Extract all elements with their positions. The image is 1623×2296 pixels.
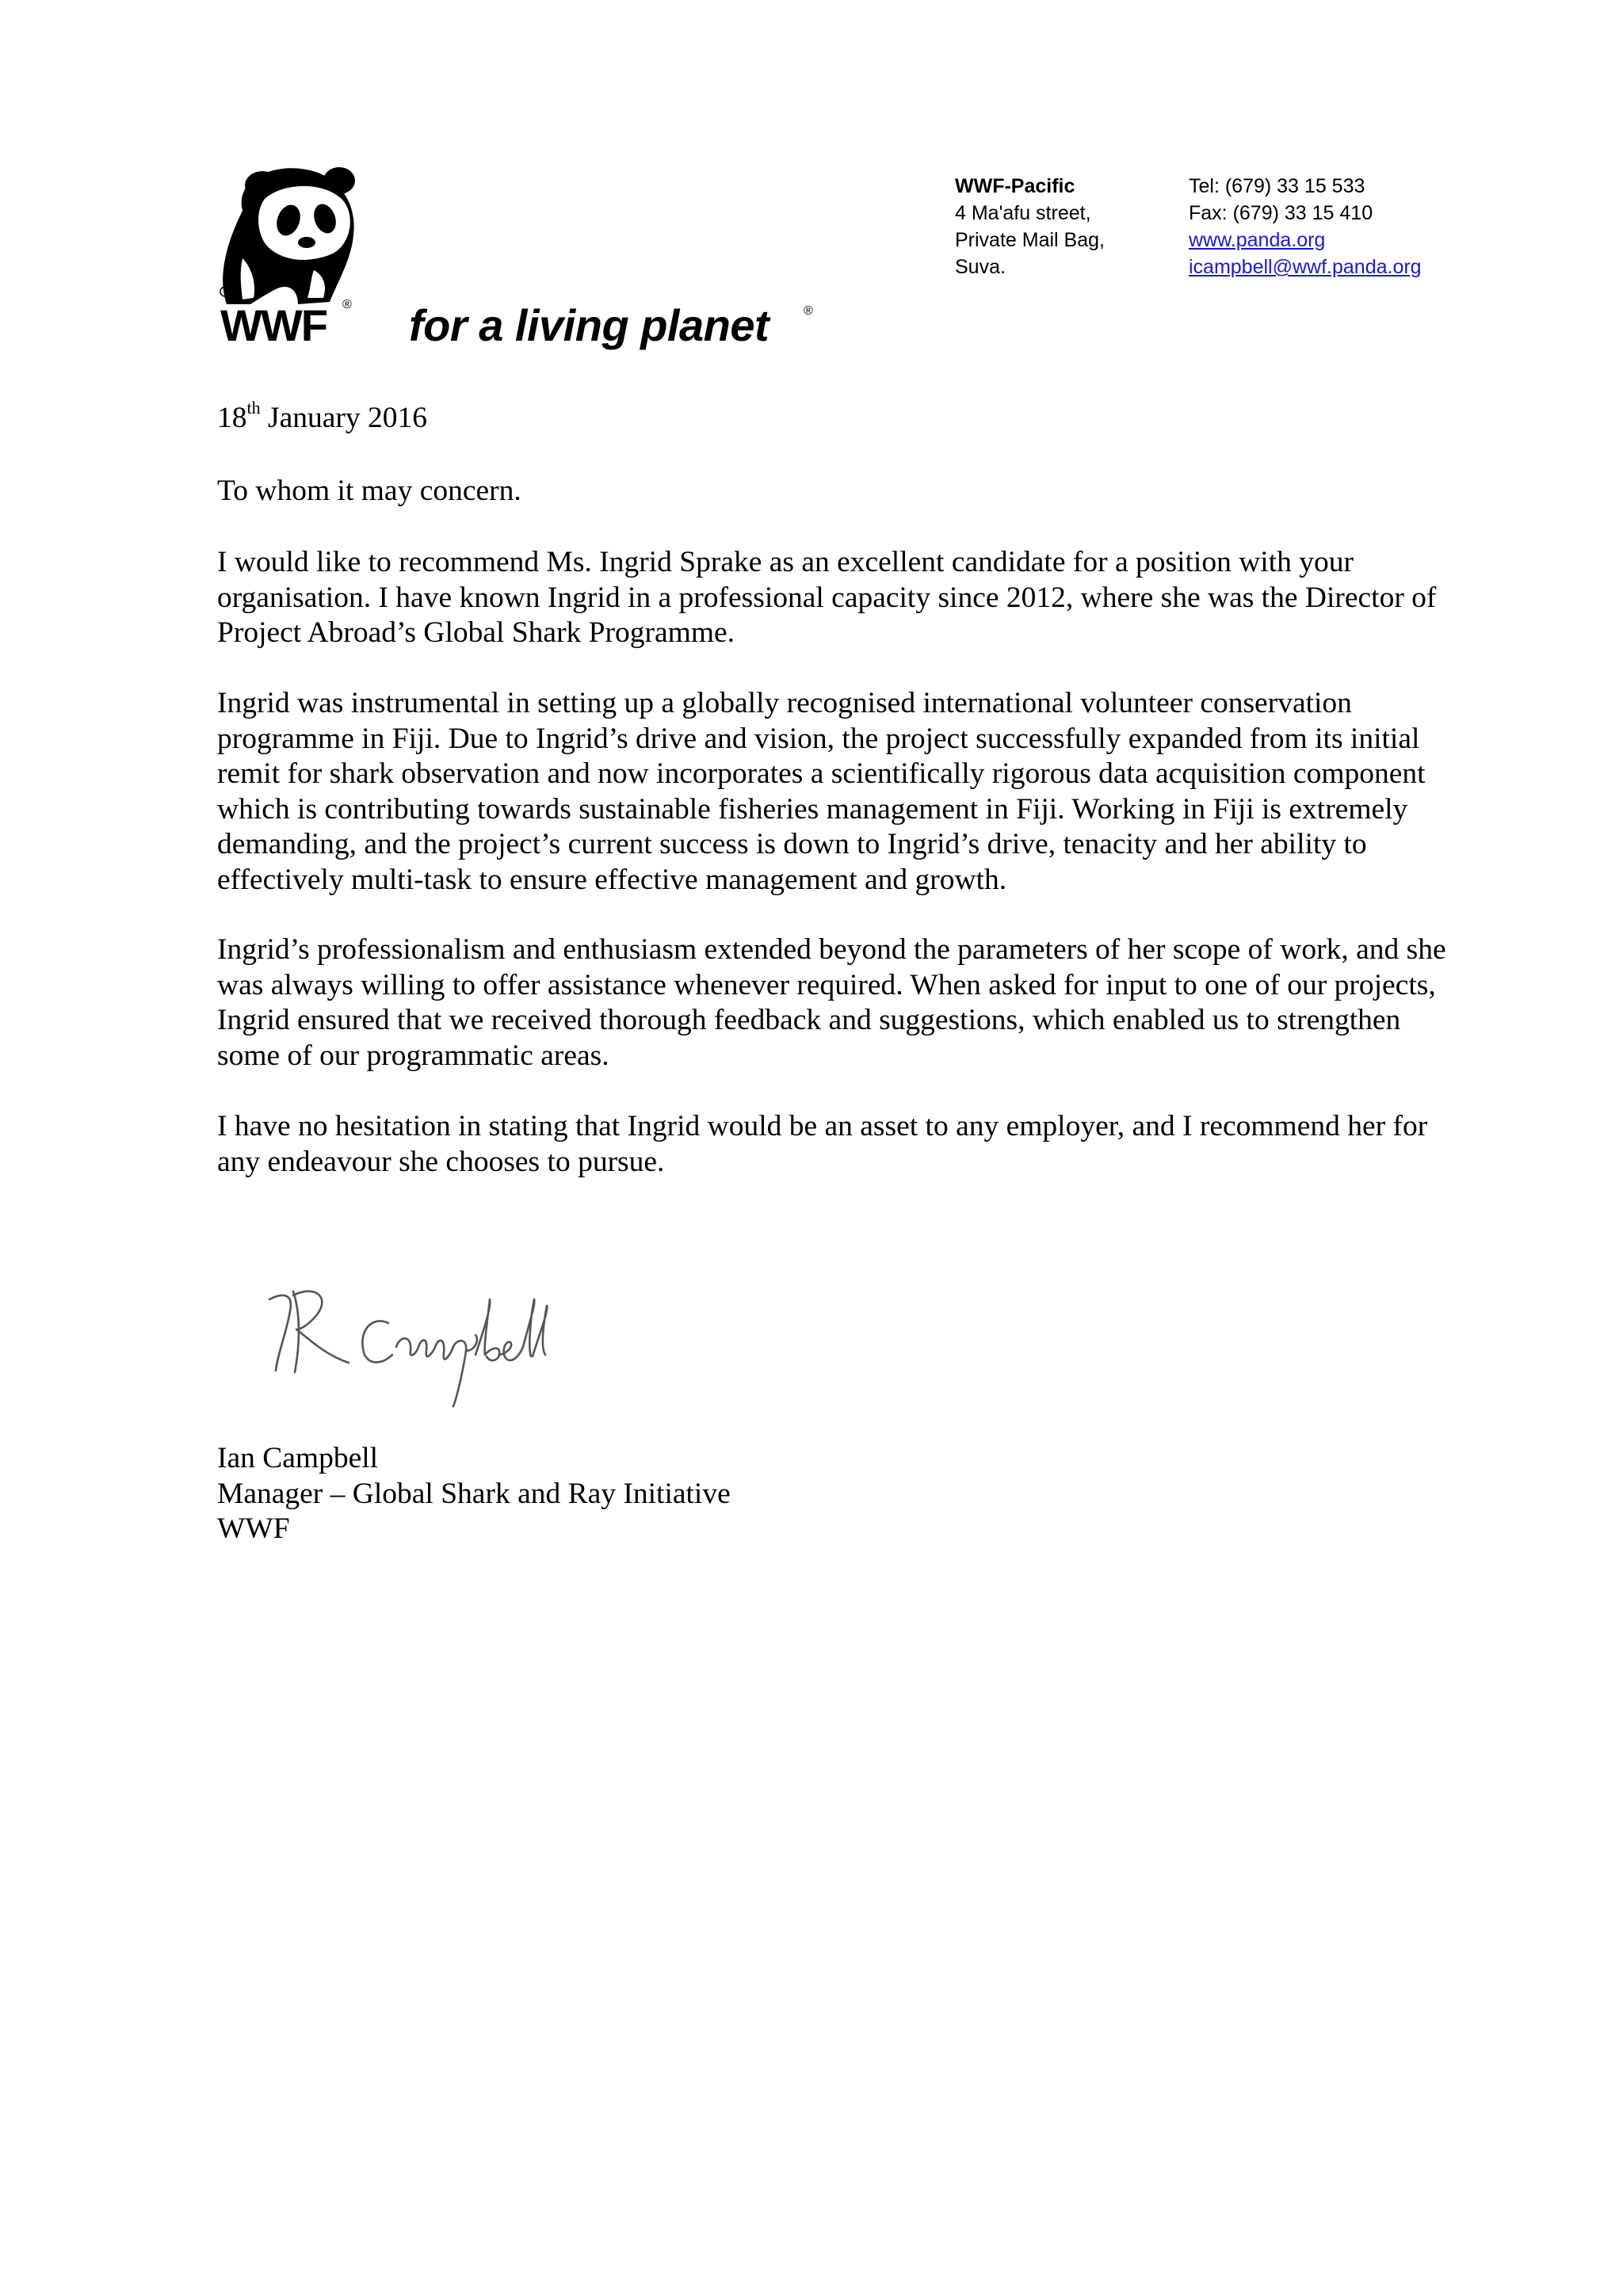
signatory-name: Ian Campbell: [217, 1442, 379, 1474]
address-line: Suva.: [955, 256, 1006, 278]
paragraph: [217, 545, 1469, 651]
paragraph-text: Ingrid’s professionalism and enthusiasm extended beyond the parameters of her scope of work, and she was always willing to offer assistance whenever required. When asked for input to one of our projects, Ingrid ensured that we received thorough feedback and suggestions, which enabled us to strengthen some of our programmatic areas.: [217, 933, 1446, 1072]
address-line: 4 Ma'afu street,: [955, 202, 1091, 224]
paragraph-text: I would like to recommend Ms. Ingrid Sprake as an excellent candidate for a position with your organisation. I have known Ingrid in a professional capacity since 2012, where she was the Director of Project Abroad’s Global Shark Programme.: [217, 546, 1437, 649]
paragraph-text: Ingrid was instrumental in setting up a globally recognised international volunteer conservation programme in Fiji. Due to Ingrid’s drive and vision, the project successfully expanded from its initial remit for shark observation and now incorporates a scientifically rigorous data acquisition component which is contributing towards sustainable fisheries management in Fiji. Working in Fiji is extremely demanding, and the project’s current success is down to Ingrid’s drive, tenacity and her ability to effectively multi-task to ensure effective management and growth.: [217, 687, 1426, 896]
paragraph: [217, 933, 1469, 1074]
handwritten-signature: [238, 1236, 602, 1410]
paragraph-text: I have no hesitation in stating that Ingrid would be an asset to any employer, and I recommend her for any endeavour she chooses to pursue.: [217, 1110, 1428, 1178]
signoff-block: [217, 1441, 1469, 1547]
telephone: Tel: (679) 33 15 533: [1189, 175, 1365, 197]
date-month-year: January 2016: [260, 402, 427, 434]
signatory-organisation: WWF: [217, 1512, 290, 1545]
office-name: WWF-Pacific: [955, 175, 1075, 197]
tagline: for a living planet: [409, 300, 769, 350]
paragraph: [217, 1109, 1469, 1180]
svg-text:WWF: WWF: [220, 304, 327, 347]
wwf-logo: [219, 163, 821, 361]
signatory-title: Manager – Global Shark and Ray Initiative: [217, 1477, 731, 1510]
wwf-registered-mark: ®: [342, 298, 352, 311]
paragraph: [217, 686, 1469, 898]
wwf-wordmark: [220, 304, 355, 360]
contact-details: [1189, 173, 1422, 280]
salutation: To whom it may concern.: [217, 475, 521, 507]
tagline-registered-mark: ®: [804, 304, 813, 318]
panda-icon: [219, 163, 377, 310]
address-block: [955, 173, 1105, 280]
address-line: Private Mail Bag,: [955, 229, 1105, 251]
date-suffix: th: [246, 397, 261, 418]
fax: Fax: (679) 33 15 410: [1189, 202, 1373, 224]
wwf-letters-icon: [220, 304, 355, 347]
email-link[interactable]: icampbell@wwf.panda.org: [1189, 256, 1422, 278]
website-link[interactable]: www.panda.org: [1189, 229, 1326, 251]
letter-date: [217, 397, 1469, 437]
date-day: 18: [217, 402, 247, 434]
